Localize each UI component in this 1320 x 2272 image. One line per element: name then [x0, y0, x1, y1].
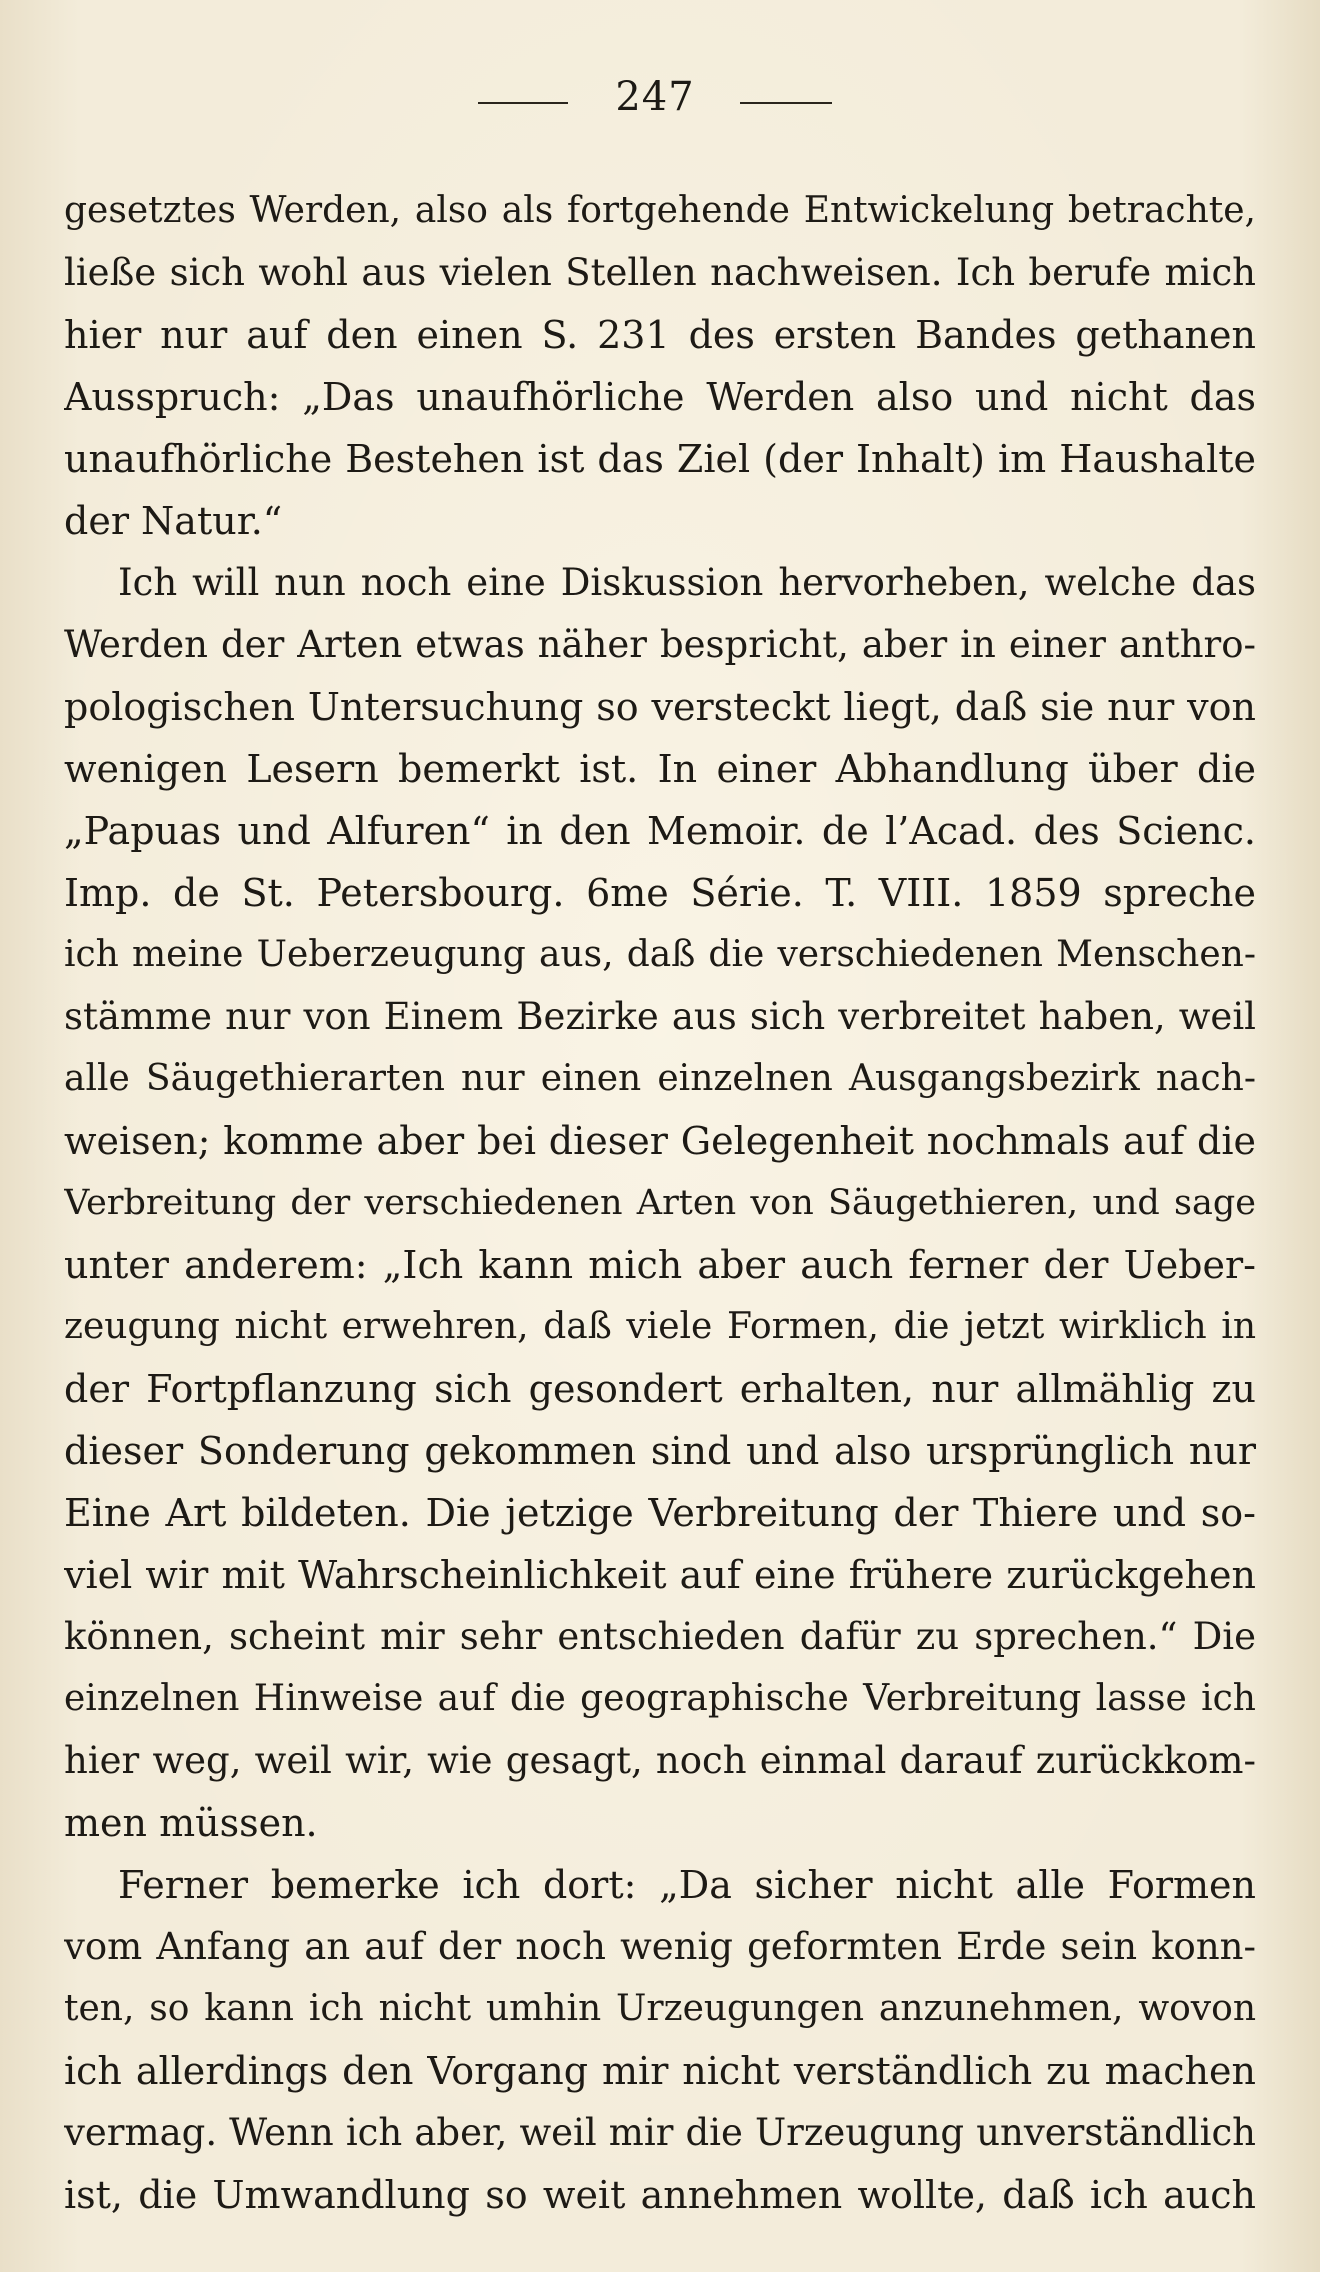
text-line: vermag. Wenn ich aber, weil mir die Urzeugung unverständlich [64, 2111, 1256, 2154]
text-line: viel wir mit Wahrscheinlichkeit auf eine frühere zurückgehen [64, 1553, 1256, 1597]
text-line: „Papuas und Alfuren“ in den Memoir. de l’Acad. des Scienc. [64, 809, 1256, 853]
text-line: unter anderem: „Ich kann mich aber auch ferner der Ueber- [64, 1243, 1256, 1287]
text-line: hier nur auf den einen S. 231 des ersten Bandes gethanen [64, 313, 1256, 357]
header-rule-left [478, 102, 568, 104]
text-line: vom Anfang an auf der noch wenig geformten Erde sein konn- [64, 1925, 1256, 1968]
text-line: Ich will nun noch eine Diskussion hervorheben, welche das [118, 561, 1256, 604]
text-line: der Natur.“ [64, 499, 283, 543]
text-line: ist, die Umwandlung so weit annehmen wollte, daß ich auch [64, 2173, 1256, 2217]
text-line: men müssen. [64, 1801, 318, 1845]
page-number: 247 [615, 74, 695, 120]
text-line: ten, so kann ich nicht umhin Urzeugungen anzunehmen, wovon [64, 1988, 1256, 2029]
body-text [64, 180, 1256, 2226]
text-line: weisen; komme aber bei dieser Gelegenheit nochmals auf die [64, 1119, 1256, 1163]
text-line: unaufhörliche Bestehen ist das Ziel (der Inhalt) im Haushalte [64, 437, 1256, 481]
text-line: Ausspruch: „Das unaufhörliche Werden also und nicht das [64, 375, 1256, 419]
text-line: ich meine Ueberzeugung aus, daß die verschiedenen Menschen- [64, 934, 1256, 975]
text-line: ich allerdings den Vorgang mir nicht verständlich zu machen [64, 2049, 1256, 2093]
text-line: dieser Sonderung gekommen sind und also ursprünglich nur [64, 1429, 1256, 1473]
text-line: Ferner bemerke ich dort: „Da sicher nicht alle Formen [118, 1863, 1256, 1907]
text-line: wenigen Lesern bemerkt ist. In einer Abhandlung über die [64, 747, 1256, 791]
page-header [0, 72, 1320, 132]
text-line: Werden der Arten etwas näher bespricht, aber in einer anthro- [64, 623, 1256, 666]
text-line: stämme nur von Einem Bezirke aus sich verbreitet haben, weil [64, 995, 1256, 1038]
text-line: zeugung nicht erwehren, daß viele Formen, die jetzt wirklich in [64, 1306, 1256, 1347]
text-line: hier weg, weil wir, wie gesagt, noch einmal darauf zurückkom- [64, 1739, 1256, 1782]
header-rule-right [740, 102, 832, 104]
text-line: Eine Art bildeten. Die jetzige Verbreitung der Thiere und so- [64, 1491, 1256, 1535]
text-line: Imp. de St. Petersbourg. 6me Série. T. VIII. 1859 spreche [64, 871, 1256, 915]
text-line: alle Säugethierarten nur einen einzelnen Ausgangsbezirk nach- [64, 1058, 1256, 1099]
text-line: pologischen Untersuchung so versteckt liegt, daß sie nur von [64, 685, 1256, 729]
text-line: ließe sich wohl aus vielen Stellen nachweisen. Ich berufe mich [64, 251, 1256, 294]
text-line: Verbreitung der verschiedenen Arten von Säugethieren, und sage [64, 1183, 1256, 1223]
text-line: der Fortpflanzung sich gesondert erhalten, nur allmählig zu [64, 1367, 1256, 1411]
text-line: einzelnen Hinweise auf die geographische Verbreitung lasse ich [64, 1678, 1256, 1719]
text-line: können, scheint mir sehr entschieden dafür zu sprechen.“ Die [64, 1615, 1256, 1658]
text-line: gesetztes Werden, also als fortgehende Entwickelung betrachte, [64, 190, 1256, 231]
